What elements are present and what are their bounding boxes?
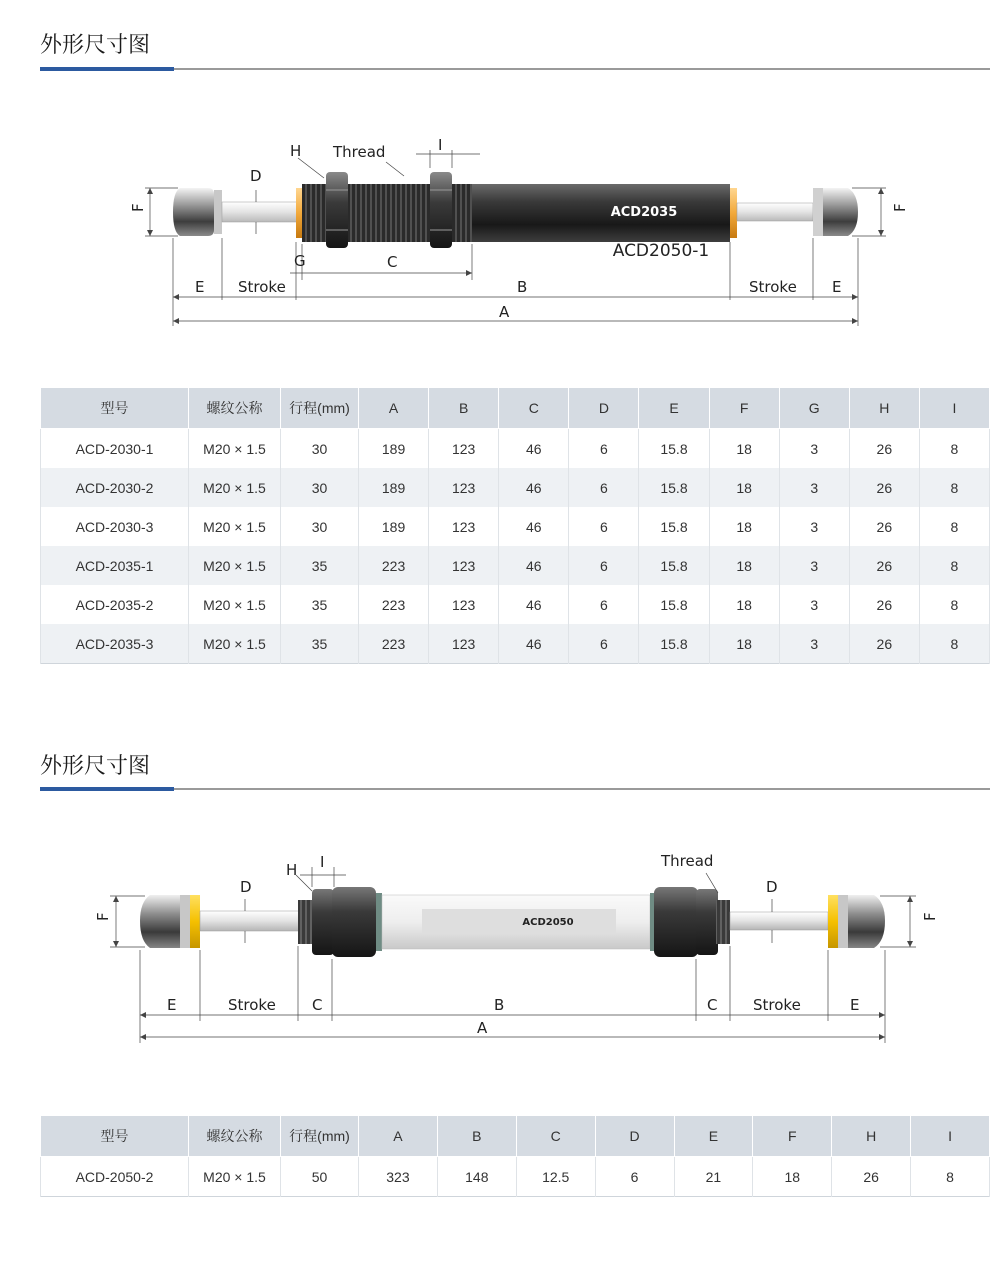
dim-E-right: E [850,996,860,1014]
table-cell: 30 [281,468,359,507]
dim-C: C [387,253,398,271]
header-cell: B [437,1116,516,1157]
table-cell: 223 [359,585,429,624]
header-cell: D [595,1116,674,1157]
table-header-row [41,388,990,429]
table-cell: M20 × 1.5 [189,468,281,507]
dim-H: H [286,861,298,879]
table-cell: 3 [779,468,849,507]
header-cell: H [849,388,919,429]
header-cell: A [359,1116,438,1157]
table-cell: ACD-2035-2 [41,585,189,624]
dim-C-right: C [707,996,718,1014]
header-cell: C [516,1116,595,1157]
dim-stroke-left: Stroke [238,278,286,296]
header-cell: 行程(mm) [281,388,359,429]
table-cell: 15.8 [639,429,709,469]
table-cell: 18 [709,429,779,469]
table-cell: 35 [281,624,359,664]
table-cell: 18 [709,507,779,546]
table-row [41,429,990,469]
table-cell: M20 × 1.5 [189,585,281,624]
table-row [41,585,990,624]
dim-I: I [320,853,325,871]
header-cell: 行程(mm) [281,1116,359,1157]
dim-H: H [290,142,302,160]
header-cell: A [359,388,429,429]
table-row [41,1157,990,1197]
body-label-acd2035: ACD2035 [610,205,678,220]
header-cell: 型号 [41,1116,189,1157]
table-cell: M20 × 1.5 [189,624,281,664]
section1-rule [40,68,990,70]
table-cell: 8 [919,507,989,546]
header-cell: D [569,388,639,429]
table-cell: 12.5 [516,1157,595,1197]
table-cell: 21 [674,1157,753,1197]
table-row [41,546,990,585]
dim-B: B [517,278,528,296]
table-cell: 189 [359,429,429,469]
section2-rule [40,788,990,790]
header-cell: 螺纹公称 [189,388,281,429]
table-cell: 223 [359,624,429,664]
table-cell: 3 [779,507,849,546]
table-cell: 123 [429,585,499,624]
table-cell: 3 [779,429,849,469]
table-cell: 30 [281,429,359,469]
dim-F-left: F [129,203,147,212]
header-cell: C [499,388,569,429]
table-cell: M20 × 1.5 [189,546,281,585]
table-cell: 46 [499,507,569,546]
table-cell: 15.8 [639,546,709,585]
table-cell: 26 [849,468,919,507]
dim-F-left: F [94,912,112,921]
table-cell: 323 [359,1157,438,1197]
table-cell: 50 [281,1157,359,1197]
table-cell: 6 [569,429,639,469]
header-cell: E [639,388,709,429]
dim-stroke-left: Stroke [228,996,276,1014]
header-cell: I [919,388,989,429]
table-cell: 6 [569,624,639,664]
table-cell: 8 [911,1157,990,1197]
dim-D-left: D [240,878,252,896]
table-cell: M20 × 1.5 [189,429,281,469]
table-cell: 26 [849,585,919,624]
table-header-row [41,1116,990,1157]
table-cell: 189 [359,468,429,507]
table-cell: 35 [281,546,359,585]
dim-D: D [250,167,262,185]
table-cell: 15.8 [639,585,709,624]
header-cell: 螺纹公称 [189,1116,281,1157]
table-cell: 123 [429,507,499,546]
dim-stroke-right: Stroke [753,996,801,1014]
model-caption: ACD2050-1 [612,241,710,261]
dim-B: B [494,996,505,1014]
table-cell: ACD-2035-3 [41,624,189,664]
table-cell: 123 [429,468,499,507]
table-cell: 15.8 [639,468,709,507]
table-cell: 46 [499,468,569,507]
table-cell: ACD-2030-1 [41,429,189,469]
dim-thread: Thread [333,143,386,161]
section2-diagram [0,845,1000,1050]
dim-D-right: D [766,878,778,896]
dim-F-right: F [921,912,939,921]
table-row [41,507,990,546]
table-cell: 26 [849,429,919,469]
table-row [41,624,990,664]
table-cell: 223 [359,546,429,585]
header-cell: G [779,388,849,429]
section2-title: 外形尺寸图 [40,754,151,779]
table-cell: M20 × 1.5 [189,507,281,546]
table-cell: 3 [779,546,849,585]
table-cell: 15.8 [639,507,709,546]
dim-G: G [294,252,306,270]
dim-E-right: E [832,278,842,296]
table-cell: 26 [849,624,919,664]
section1-diagram [0,130,1000,340]
table-cell: M20 × 1.5 [189,1157,281,1197]
header-cell: F [709,388,779,429]
table-cell: 8 [919,468,989,507]
table-cell: 18 [709,468,779,507]
table-cell: 30 [281,507,359,546]
dim-A: A [499,303,510,321]
table-cell: 6 [569,585,639,624]
table-cell: 18 [709,624,779,664]
table-cell: 123 [429,624,499,664]
table-cell: 6 [569,546,639,585]
table-cell: 3 [779,624,849,664]
table-cell: 26 [832,1157,911,1197]
dim-E-left: E [195,278,205,296]
header-cell: B [429,388,499,429]
table-cell: 8 [919,624,989,664]
table-cell: 18 [709,585,779,624]
table-cell: 46 [499,624,569,664]
table-cell: 6 [569,507,639,546]
table-cell: 18 [709,546,779,585]
table-cell: 46 [499,585,569,624]
dim-thread: Thread [661,852,714,870]
table-cell: 46 [499,546,569,585]
section2-spec-table [40,1115,990,1197]
dim-I: I [438,136,443,154]
header-cell: F [753,1116,832,1157]
header-cell: 型号 [41,388,189,429]
table-cell: 26 [849,546,919,585]
dim-A: A [477,1019,488,1037]
table-cell: 35 [281,585,359,624]
table-cell: 3 [779,585,849,624]
table-cell: 15.8 [639,624,709,664]
table-cell: 46 [499,429,569,469]
header-cell: I [911,1116,990,1157]
table-cell: 18 [753,1157,832,1197]
table-cell: 148 [437,1157,516,1197]
table-cell: 6 [595,1157,674,1197]
table-cell: 8 [919,585,989,624]
table-row [41,468,990,507]
section1-title: 外形尺寸图 [40,33,151,58]
table-cell: 123 [429,546,499,585]
header-cell: E [674,1116,753,1157]
header-cell: H [832,1116,911,1157]
table-cell: 8 [919,429,989,469]
dim-stroke-right: Stroke [749,278,797,296]
table-cell: ACD-2030-2 [41,468,189,507]
table-cell: ACD-2050-2 [41,1157,189,1197]
dim-E-left: E [167,996,177,1014]
section1-spec-table [40,387,990,664]
table-cell: 6 [569,468,639,507]
table-cell: 123 [429,429,499,469]
table-cell: 26 [849,507,919,546]
body-label-acd2050: ACD2050 [522,917,574,928]
table-cell: ACD-2030-3 [41,507,189,546]
dim-F-right: F [891,203,909,212]
dim-C-left: C [312,996,323,1014]
table-cell: 189 [359,507,429,546]
table-cell: ACD-2035-1 [41,546,189,585]
table-cell: 8 [919,546,989,585]
